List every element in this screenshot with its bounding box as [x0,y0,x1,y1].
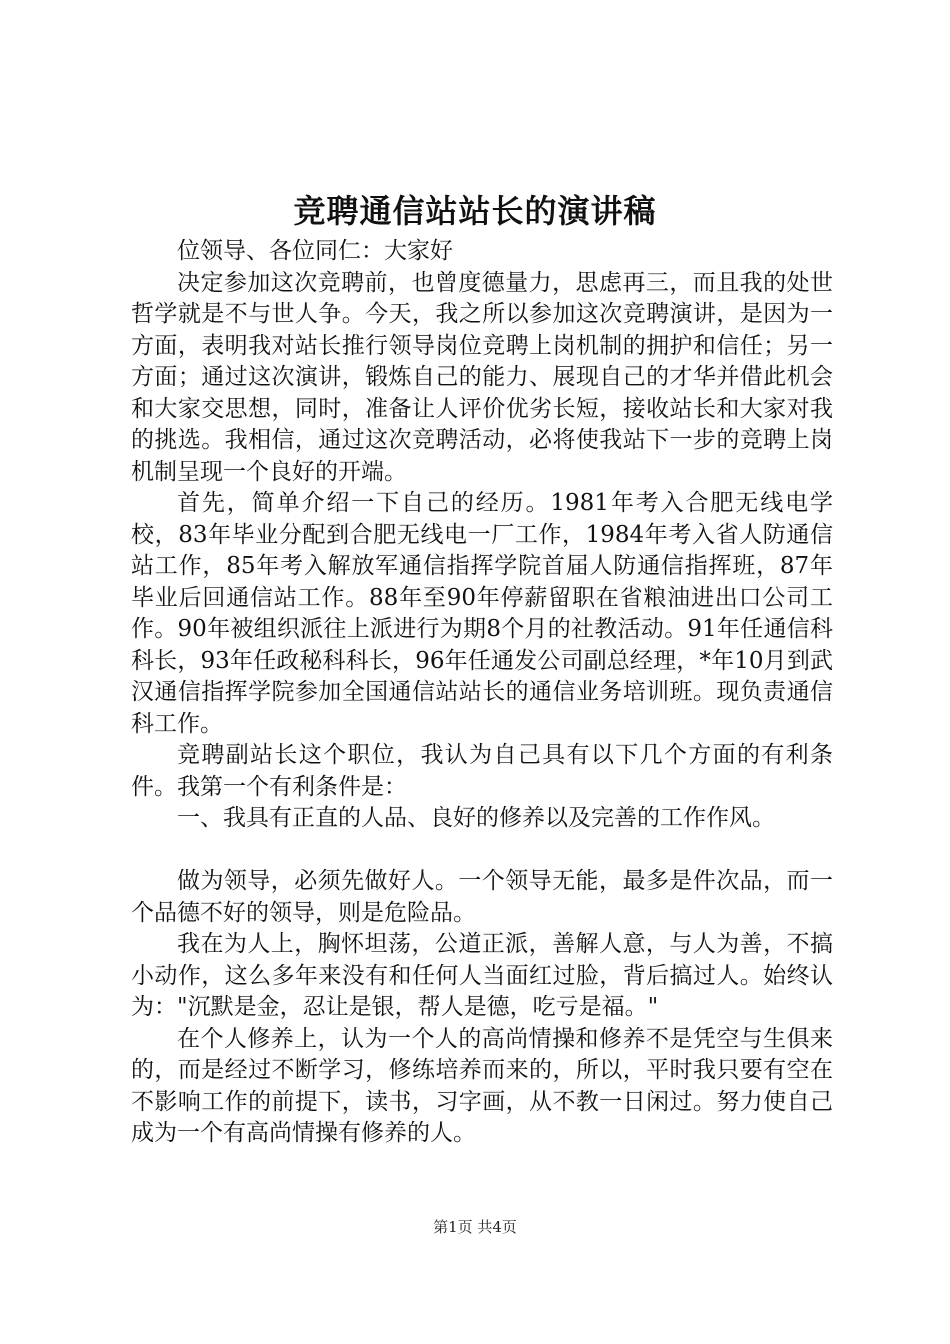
body-paragraph: 决定参加这次竞聘前，也曾度德量力，思虑再三，而且我的处世哲学就是不与世人争。今天，我之所以参加这次竞聘演讲，是因为一方面，表明我对站长推行领导岗位竞聘上岗机制的拥护和信任；另一方面；通过这次演讲，锻炼自己的能力、展现自己的才华并借此机会和大家交思想，同时，准备让人评价优劣长短，接收站长和大家对我的挑选。我相信，通过这次竞聘活动，必将使我站下一步的竞聘上岗机制呈现一个良好的开端。 [131,269,833,485]
body-paragraph: 首先，简单介绍一下自己的经历。1981年考入合肥无线电学校，83年毕业分配到合肥无线电一厂工作，1984年考入省人防通信站工作，85年考入解放军通信指挥学院首届人防通信指挥班，87年毕业后回通信站工作。88年至90年停薪留职在省粮油进出口公司工作。90年被组织派往上派进行为期8个月的社教活动。91年任通信科科长，93年任政秘科科长，96年任通发公司副总经理，*年10月到武汉通信指挥学院参加全国通信站站长的通信业务培训班。现负责通信科工作。 [131,490,833,737]
document-body [131,236,833,1150]
blank-line [131,835,833,867]
page-footer: 第1页 共4页 [433,1218,517,1236]
body-paragraph: 在个人修养上，认为一个人的高尚情操和修养不是凭空与生俱来的，而是经过不断学习，修练培养而来的，所以，平时我只要有空在不影响工作的前提下，读书，习字画，从不教一日闲过。努力使自己成为一个有高尚情操有修养的人。 [131,1025,833,1146]
body-paragraph: 做为领导，必须先做好人。一个领导无能，最多是件次品，而一个品德不好的领导，则是危险品。 [131,868,833,926]
section-heading-paragraph: 一、我具有正直的人品、良好的修养以及完善的工作作风。 [177,805,775,831]
body-paragraph: 我在为人上，胸怀坦荡，公道正派，善解人意，与人为善，不搞小动作，这么多年来没有和任何人当面红过脸，背后搞过人。始终认为："沉默是金，忍让是银，帮人是德，吃亏是福。" [131,931,833,1020]
document-title: 竞聘通信站站长的演讲稿 [293,192,657,230]
greeting-paragraph: 位领导、各位同仁：大家好 [177,238,453,264]
body-paragraph: 竞聘副站长这个职位，我认为自己具有以下几个方面的有利条件。我第一个有利条件是： [131,742,833,800]
